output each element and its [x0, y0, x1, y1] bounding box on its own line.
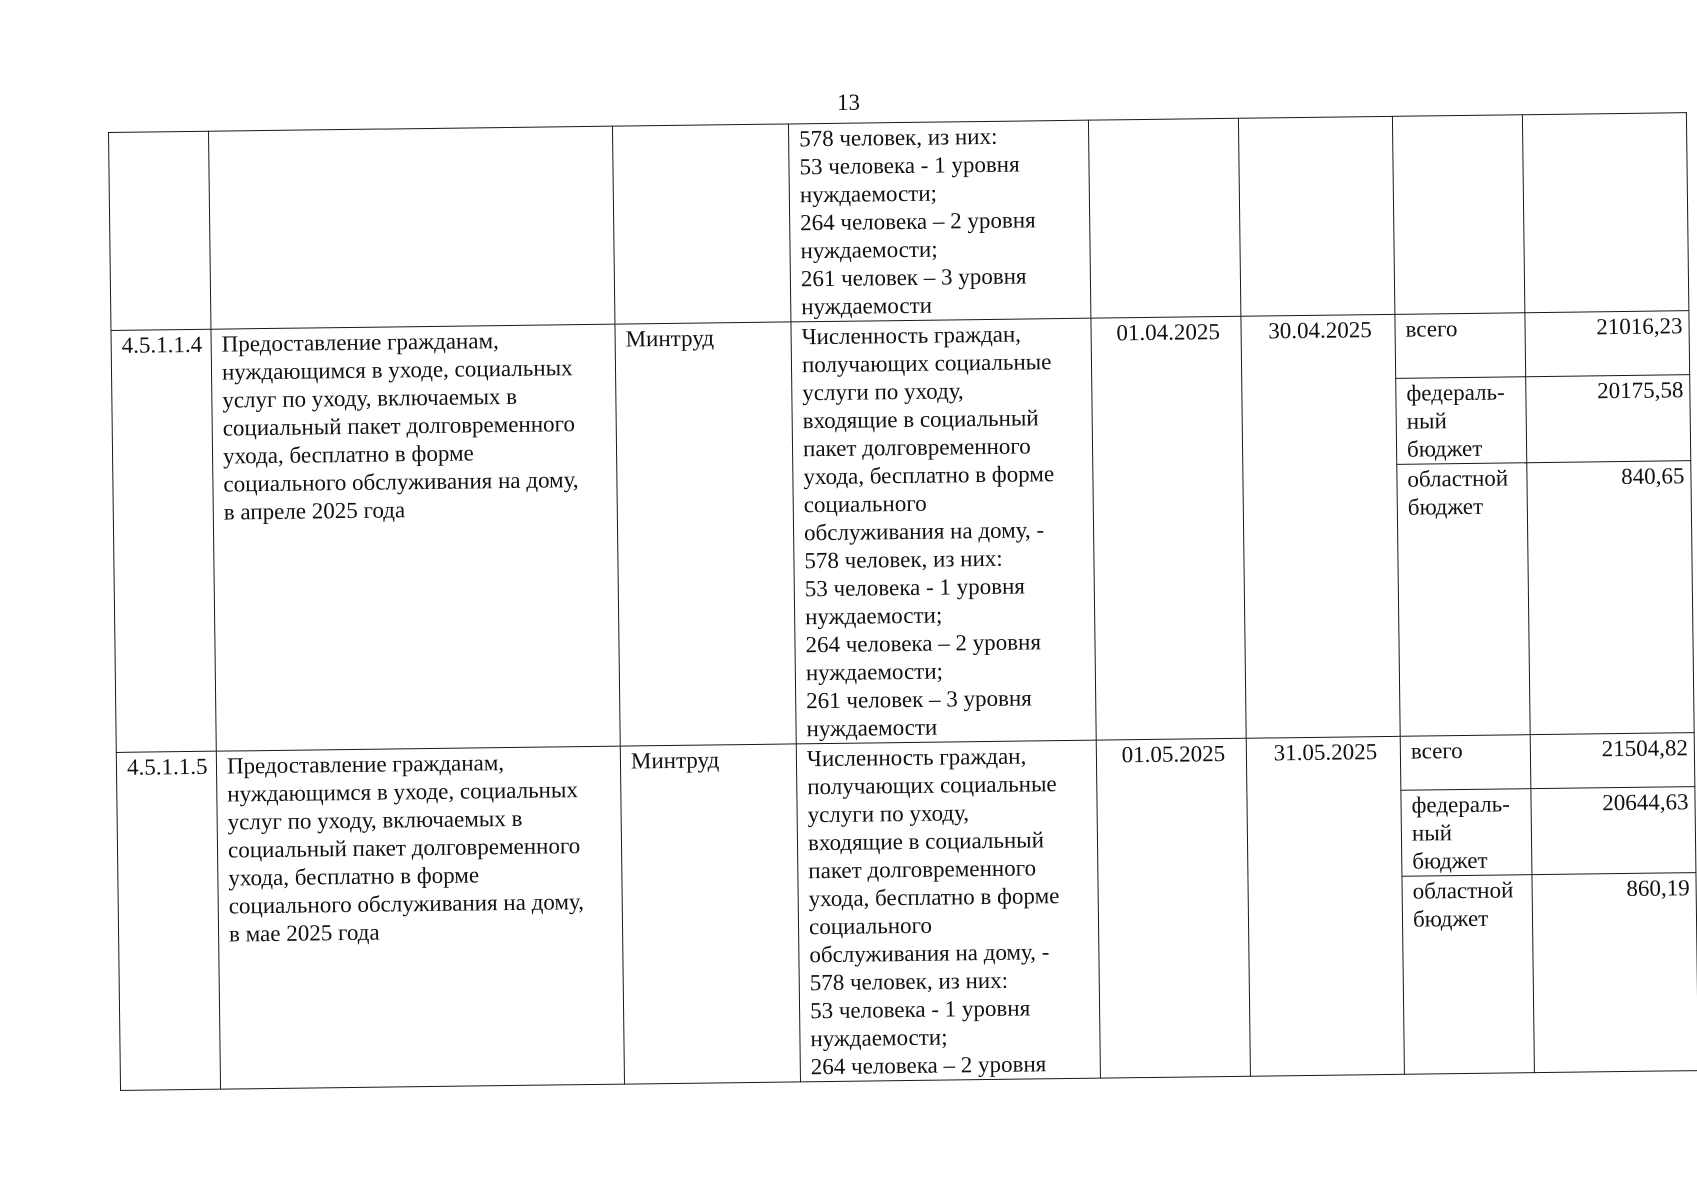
funding-amount: 20175,58 [1526, 375, 1691, 463]
row-number: 4.5.1.1.4 [111, 329, 216, 752]
activity-name: Предоставление гражданам, нуждающимся в уходе, социальных услуг по уходу, включаемых в социальный пакет долговременного ухода, бесплатно в форме социального обслуживания на дому, в апреле 2025 года [211, 324, 620, 751]
funding-source: областной бюджет [1397, 463, 1530, 737]
end-date: 30.04.2025 [1241, 314, 1400, 738]
funding-amount: 21504,82 [1530, 733, 1695, 789]
end-date: 31.05.2025 [1246, 736, 1404, 1076]
activity-table [108, 112, 1697, 1091]
funding-amount: 21016,23 [1525, 311, 1690, 377]
cell-empty [1238, 116, 1394, 316]
cell-empty [1088, 118, 1240, 318]
funding-source: всего [1395, 313, 1526, 379]
funding-source: областной бюджет [1402, 875, 1534, 1075]
funding-source: федераль- ный бюджет [1396, 377, 1527, 465]
cell-empty [1522, 113, 1688, 313]
funding-source: федераль- ный бюджет [1401, 789, 1532, 877]
cell-empty [1392, 115, 1524, 315]
cell-empty [109, 131, 211, 330]
page-number: 13 [837, 90, 860, 115]
funding-amount: 840,65 [1527, 461, 1694, 735]
funding-amount: 860,19 [1532, 873, 1697, 1073]
executor: Минтруд [615, 322, 796, 746]
cell-empty [612, 124, 790, 324]
indicator: Численность граждан, получающих социальные услуги по уходу, входящие в социальный пакет долговременного ухода, бесплатно в форме социального обслуживания на дому, - 578 человек, из них: 53 человека - 1 уровня нуждаемости; 264 человека – 2 уровня нуждаемости; 261 человек – 3 уровня нуждаемости [791, 318, 1096, 744]
indicator-continuation: 578 человек, из них: 53 человека - 1 уровня нуждаемости; 264 человека – 2 уровня нуждаемости; 261 человек – 3 уровня нуждаемости [788, 120, 1090, 322]
executor: Минтруд [620, 744, 800, 1084]
start-date: 01.04.2025 [1091, 316, 1246, 740]
continuation-row [109, 113, 1689, 331]
row-number: 4.5.1.1.5 [116, 751, 220, 1090]
start-date: 01.05.2025 [1096, 738, 1250, 1078]
indicator: Численность граждан, получающих социальные услуги по уходу, входящие в социальный пакет долговременного ухода, бесплатно в форме социального обслуживания на дому, - 578 человек, из них: 53 человека - 1 уровня нуждаемости; 264 человека – 2 уровня [796, 740, 1100, 1082]
activity-name: Предоставление гражданам, нуждающимся в уходе, социальных услуг по уходу, включаемых в социальный пакет долговременного ухода, бесплатно в форме социального обслуживания на дому, в мае 2025 года [216, 746, 624, 1089]
cell-empty [208, 126, 614, 329]
funding-amount: 20644,63 [1531, 787, 1696, 875]
funding-source: всего [1400, 735, 1531, 791]
